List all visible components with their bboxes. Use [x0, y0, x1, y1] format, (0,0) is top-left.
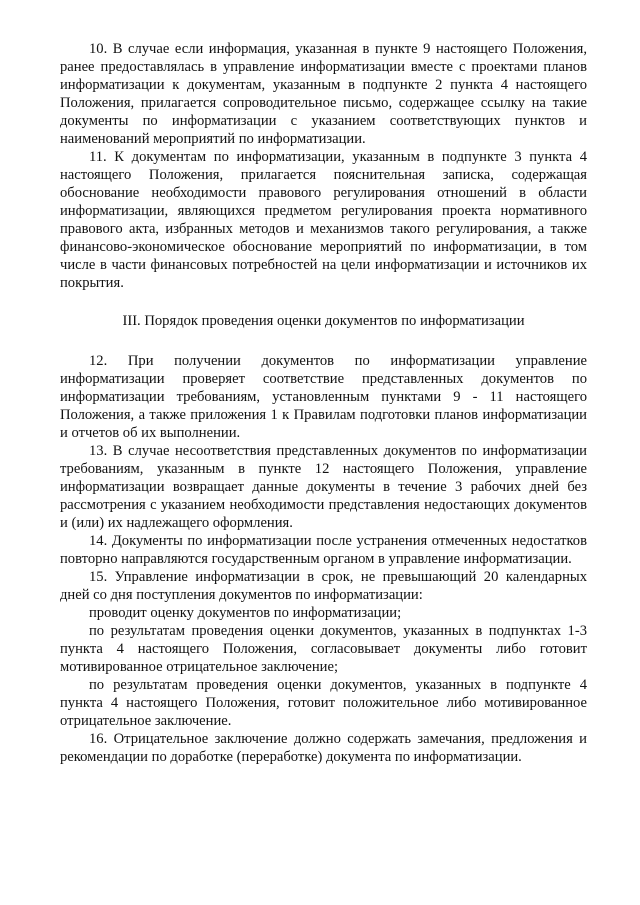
paragraph-16: 16. Отрицательное заключение должно содержать замечания, предложения и рекомендации по доработке (переработке) документа по информатизации.	[60, 731, 587, 765]
document-page	[60, 40, 587, 766]
paragraph-11: 11. К документам по информатизации, указанным в подпункте 3 пункта 4 настоящего Положения, прилагается пояснительная записка, содержащая обоснование необходимости правового регулирования отношений в области информатизации, являющихся предметом регулирования проекта нормативного правового акта, избранных методов и механизмов такого регулирования, а также финансово-экономическое обоснование мероприятий по информатизации, в том числе в части финансовых потребностей на цели информатизации и источников их покрытия.	[60, 149, 587, 291]
paragraph-14: 14. Документы по информатизации после устранения отмеченных недостатков повторно направляются государственным органом в управление информатизации.	[60, 533, 587, 567]
paragraph-15: 15. Управление информатизации в срок, не превышающий 20 календарных дней со дня поступления документов по информатизации:	[60, 569, 587, 603]
paragraph-15-item-3: по результатам проведения оценки документов, указанных в подпункте 4 пункта 4 настоящего Положения, готовит положительное либо мотивированное отрицательное заключение.	[60, 677, 587, 729]
paragraph-15-item-1: проводит оценку документов по информатизации;	[89, 605, 402, 621]
paragraph-15-item-2: по результатам проведения оценки документов, указанных в подпунктах 1-3 пункта 4 настоящего Положения, согласовывает документы либо готовит мотивированное отрицательное заключение;	[60, 623, 587, 675]
paragraph-10: 10. В случае если информация, указанная в пункте 9 настоящего Положения, ранее предоставлялась в управление информатизации вместе с проектами планов информатизации к документам, указанным в подпункте 2 пункта 4 настоящего Положения, прилагается сопроводительное письмо, содержащее ссылку на такие документы по информатизации с указанием соответствующих пунктов и наименований мероприятий по информатизации.	[60, 41, 587, 147]
paragraph-12: 12. При получении документов по информатизации управление информатизации проверяет соответствие представленных документов по информатизации требованиям, установленным пунктами 9 - 11 настоящего Положения, а также приложения 1 к Правилам подготовки планов информатизации и отчетов об их выполнении.	[60, 353, 587, 441]
section-heading: III. Порядок проведения оценки документов по информатизации	[122, 313, 525, 329]
paragraph-13: 13. В случае несоответствия представленных документов по информатизации требованиям, указанным в пункте 12 настоящего Положения, управление информатизации возвращает данные документы в течение 3 рабочих дней без рассмотрения с указанием необходимости представления недостающих документов и (или) их надлежащего оформления.	[60, 443, 587, 531]
